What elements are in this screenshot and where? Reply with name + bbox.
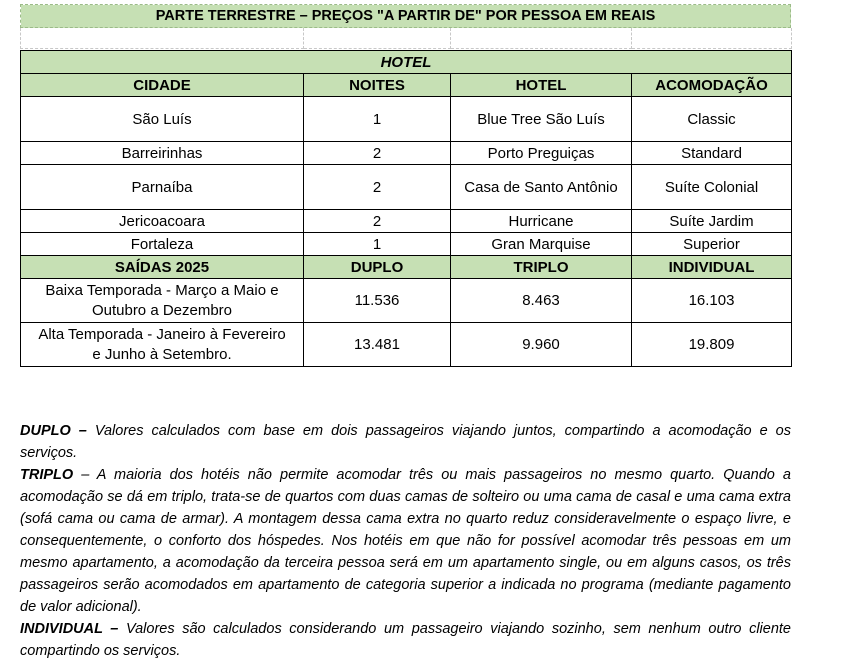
cell-hotel: Gran Marquise — [451, 233, 632, 256]
cell-hotel: Blue Tree São Luís — [451, 97, 632, 142]
cell-noites: 1 — [304, 233, 451, 256]
cell-triplo: 8.463 — [451, 279, 632, 323]
cell-cidade: Fortaleza — [21, 233, 304, 256]
cell-acomodacao: Classic — [632, 97, 792, 142]
note-duplo-text: Valores calculados com base em dois passageiros viajando juntos, compartindo a acomodação e os serviços. — [20, 423, 791, 461]
cell-acomodacao: Suíte Colonial — [632, 165, 792, 210]
pricing-document — [20, 4, 791, 367]
cell-saida — [21, 279, 304, 323]
cell-acomodacao: Suíte Jardim — [632, 210, 792, 233]
table-row — [21, 165, 792, 210]
cell-duplo: 13.481 — [304, 323, 451, 367]
saida-line-1: Baixa Temporada - Março a Maio e — [45, 281, 279, 299]
hotel-section-header: HOTEL — [21, 51, 792, 74]
cell-cidade: São Luís — [21, 97, 304, 142]
cell-hotel: Porto Preguiças — [451, 142, 632, 165]
cell-acomodacao: Standard — [632, 142, 792, 165]
note-duplo-term: DUPLO – — [20, 423, 87, 439]
saida-line-2: Outubro a Dezembro — [91, 301, 233, 319]
note-triplo-text: – A maioria dos hotéis não permite acomodar três ou mais passageiros no mesmo quarto. Quando a acomodação se dá em triplo, trata-se de quartos com duas camas de solteiro ou uma cama de casal e uma cama extra (sofá cama ou cama de armar). A montagem dessa cama extra no quarto reduz consideravelmente o espaço livre, e consequentemente, o conforto dos hóspedes. Nos hotéis em que não for possível acomodar três pessoas em um mesmo apartamento, a acomodação da terceira pessoa será em um apartamento single, ou em alguns casos, os três passageiros serão acomodados em apartamento de categoria superior a indicada no programa (mediante pagamento de valor adicional). — [20, 467, 791, 615]
header-hotel: HOTEL — [451, 74, 632, 97]
header-individual: INDIVIDUAL — [632, 256, 792, 279]
cell-cidade: Jericoacoara — [21, 210, 304, 233]
table-row — [21, 210, 792, 233]
cell-cidade: Parnaíba — [21, 165, 304, 210]
note-individual-term: INDIVIDUAL – — [20, 621, 119, 637]
note-triplo — [20, 464, 791, 618]
header-noites: NOITES — [304, 74, 451, 97]
cell-hotel: Casa de Santo Antônio — [451, 165, 632, 210]
header-cidade: CIDADE — [21, 74, 304, 97]
header-acomodacao: ACOMODAÇÃO — [632, 74, 792, 97]
hotel-price-table — [20, 50, 792, 367]
spacer-row — [20, 28, 792, 49]
table-row — [21, 97, 792, 142]
note-individual — [20, 618, 791, 662]
cell-individual: 19.809 — [632, 323, 792, 367]
cell-cidade: Barreirinhas — [21, 142, 304, 165]
page-title: PARTE TERRESTRE – PREÇOS "A PARTIR DE" POR PESSOA EM REAIS — [21, 5, 791, 28]
cell-noites: 2 — [304, 210, 451, 233]
table-row — [21, 142, 792, 165]
cell-acomodacao: Superior — [632, 233, 792, 256]
cell-duplo: 11.536 — [304, 279, 451, 323]
header-triplo: TRIPLO — [451, 256, 632, 279]
cell-noites: 2 — [304, 142, 451, 165]
cell-individual: 16.103 — [632, 279, 792, 323]
saida-line-1: Alta Temporada - Janeiro à Fevereiro — [38, 325, 286, 343]
cell-hotel: Hurricane — [451, 210, 632, 233]
header-duplo: DUPLO — [304, 256, 451, 279]
note-duplo — [20, 420, 791, 464]
cell-saida — [21, 323, 304, 367]
price-row — [21, 323, 792, 367]
price-row — [21, 279, 792, 323]
notes-section — [20, 420, 791, 662]
cell-noites: 2 — [304, 165, 451, 210]
saida-line-2: e Junho à Setembro. — [92, 345, 232, 363]
table-row — [21, 233, 792, 256]
cell-triplo: 9.960 — [451, 323, 632, 367]
title-table — [20, 4, 791, 28]
note-triplo-term: TRIPLO — [20, 467, 74, 483]
cell-noites: 1 — [304, 97, 451, 142]
note-individual-text: Valores são calculados considerando um passageiro viajando sozinho, sem nenhum outro cliente compartindo os serviços. — [20, 621, 791, 659]
header-saidas: SAÍDAS 2025 — [21, 256, 304, 279]
